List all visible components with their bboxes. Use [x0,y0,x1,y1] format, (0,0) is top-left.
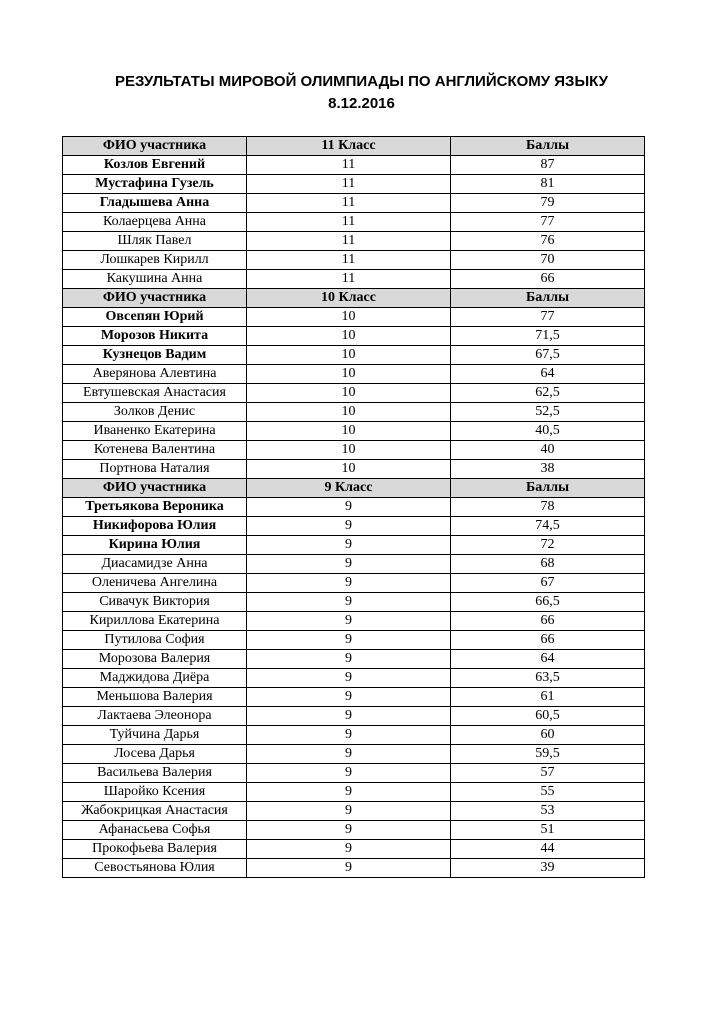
participant-grade: 11 [247,270,451,289]
participant-name: Третьякова Вероника [63,498,247,517]
participant-name: Афанасьева Софья [63,821,247,840]
participant-name: Шаройко Ксения [63,783,247,802]
participant-grade: 9 [247,498,451,517]
participant-name: Севостьянова Юлия [63,859,247,878]
participant-name: Диасамидзе Анна [63,555,247,574]
participant-score: 61 [451,688,645,707]
participant-grade: 11 [247,213,451,232]
participant-grade: 10 [247,441,451,460]
table-row [63,859,645,878]
participant-name: Портнова Наталия [63,460,247,479]
participant-score: 76 [451,232,645,251]
table-row [63,631,645,650]
participant-score: 66 [451,270,645,289]
table-row [63,194,645,213]
participant-score: 67 [451,574,645,593]
participant-name: Котенева Валентина [63,441,247,460]
participant-score: 53 [451,802,645,821]
section-header-row [63,137,645,156]
participant-grade: 9 [247,574,451,593]
participant-grade: 11 [247,251,451,270]
participant-grade: 9 [247,536,451,555]
results-table [62,136,645,878]
table-row [63,726,645,745]
table-row [63,669,645,688]
participant-name: Оленичева Ангелина [63,574,247,593]
participant-name: Васильева Валерия [63,764,247,783]
participant-name: Какушина Анна [63,270,247,289]
table-row [63,346,645,365]
participant-name: Путилова София [63,631,247,650]
table-row [63,384,645,403]
participant-grade: 9 [247,802,451,821]
participant-grade: 9 [247,612,451,631]
participant-name: Меньшова Валерия [63,688,247,707]
table-row [63,213,645,232]
participant-name: Колаерцева Анна [63,213,247,232]
score-column-header: Баллы [451,137,645,156]
participant-grade: 9 [247,555,451,574]
participant-name: Мустафина Гузель [63,175,247,194]
participant-score: 77 [451,213,645,232]
participant-grade: 9 [247,859,451,878]
table-row [63,593,645,612]
participant-score: 59,5 [451,745,645,764]
participant-score: 77 [451,308,645,327]
participant-grade: 9 [247,745,451,764]
participant-score: 81 [451,175,645,194]
participant-name: Сивачук Виктория [63,593,247,612]
participant-name: Кирина Юлия [63,536,247,555]
table-row [63,821,645,840]
participant-score: 66,5 [451,593,645,612]
participant-score: 60 [451,726,645,745]
participant-score: 39 [451,859,645,878]
participant-grade: 9 [247,631,451,650]
title-line: РЕЗУЛЬТАТЫ МИРОВОЙ ОЛИМПИАДЫ ПО АНГЛИЙСКОМУ ЯЗЫКУ [115,73,608,90]
participant-score: 38 [451,460,645,479]
participant-name: Лактаева Элеонора [63,707,247,726]
participant-grade: 11 [247,194,451,213]
participant-name: Никифорова Юлия [63,517,247,536]
participant-score: 72 [451,536,645,555]
participant-name: Лосева Дарья [63,745,247,764]
participant-grade: 9 [247,593,451,612]
participant-name: Маджидова Диёра [63,669,247,688]
table-row [63,308,645,327]
participant-grade: 10 [247,365,451,384]
title-date: 8.12.2016 [328,95,395,112]
participant-name: Иваненко Екатерина [63,422,247,441]
participant-name: Прокофьева Валерия [63,840,247,859]
table-row [63,175,645,194]
score-column-header: Баллы [451,289,645,308]
participant-grade: 9 [247,669,451,688]
participant-score: 44 [451,840,645,859]
name-column-header: ФИО участника [63,479,247,498]
participant-score: 60,5 [451,707,645,726]
participant-score: 74,5 [451,517,645,536]
participant-name: Жабокрицкая Анастасия [63,802,247,821]
participant-name: Евтушевская Анастасия [63,384,247,403]
table-row [63,441,645,460]
results-table-body [63,137,645,878]
grade-column-header: 11 Класс [247,137,451,156]
participant-name: Шляк Павел [63,232,247,251]
participant-score: 78 [451,498,645,517]
document-title [0,71,723,115]
table-row [63,327,645,346]
participant-grade: 10 [247,384,451,403]
participant-score: 52,5 [451,403,645,422]
table-row [63,650,645,669]
table-row [63,574,645,593]
participant-score: 68 [451,555,645,574]
participant-grade: 9 [247,517,451,536]
participant-name: Туйчина Дарья [63,726,247,745]
participant-grade: 11 [247,232,451,251]
participant-score: 87 [451,156,645,175]
table-row [63,270,645,289]
table-row [63,403,645,422]
participant-name: Морозова Валерия [63,650,247,669]
participant-score: 66 [451,631,645,650]
participant-grade: 9 [247,840,451,859]
table-row [63,840,645,859]
participant-score: 64 [451,365,645,384]
table-row [63,745,645,764]
participant-grade: 10 [247,327,451,346]
participant-grade: 9 [247,783,451,802]
table-row [63,783,645,802]
grade-column-header: 10 Класс [247,289,451,308]
table-row [63,536,645,555]
table-row [63,460,645,479]
participant-score: 71,5 [451,327,645,346]
participant-grade: 9 [247,764,451,783]
participant-name: Кузнецов Вадим [63,346,247,365]
table-row [63,498,645,517]
participant-score: 67,5 [451,346,645,365]
participant-score: 79 [451,194,645,213]
table-row [63,156,645,175]
table-row [63,232,645,251]
participant-grade: 10 [247,460,451,479]
participant-grade: 9 [247,821,451,840]
participant-score: 62,5 [451,384,645,403]
participant-name: Кириллова Екатерина [63,612,247,631]
participant-grade: 10 [247,403,451,422]
participant-score: 51 [451,821,645,840]
participant-grade: 11 [247,175,451,194]
participant-score: 70 [451,251,645,270]
participant-score: 64 [451,650,645,669]
participant-score: 66 [451,612,645,631]
participant-name: Овсепян Юрий [63,308,247,327]
participant-grade: 9 [247,726,451,745]
participant-grade: 11 [247,156,451,175]
participant-grade: 10 [247,422,451,441]
table-row [63,422,645,441]
participant-grade: 10 [247,346,451,365]
name-column-header: ФИО участника [63,289,247,308]
table-row [63,555,645,574]
table-row [63,764,645,783]
participant-name: Козлов Евгений [63,156,247,175]
name-column-header: ФИО участника [63,137,247,156]
participant-name: Лошкарев Кирилл [63,251,247,270]
participant-grade: 9 [247,688,451,707]
participant-grade: 9 [247,707,451,726]
participant-name: Аверянова Алевтина [63,365,247,384]
table-row [63,365,645,384]
participant-score: 57 [451,764,645,783]
participant-score: 40 [451,441,645,460]
section-header-row [63,289,645,308]
table-row [63,688,645,707]
participant-name: Золков Денис [63,403,247,422]
table-row [63,517,645,536]
participant-score: 55 [451,783,645,802]
table-row [63,802,645,821]
participant-grade: 9 [247,650,451,669]
section-header-row [63,479,645,498]
participant-name: Морозов Никита [63,327,247,346]
table-row [63,251,645,270]
table-row [63,612,645,631]
participant-score: 63,5 [451,669,645,688]
score-column-header: Баллы [451,479,645,498]
grade-column-header: 9 Класс [247,479,451,498]
participant-grade: 10 [247,308,451,327]
table-row [63,707,645,726]
participant-score: 40,5 [451,422,645,441]
participant-name: Гладышева Анна [63,194,247,213]
